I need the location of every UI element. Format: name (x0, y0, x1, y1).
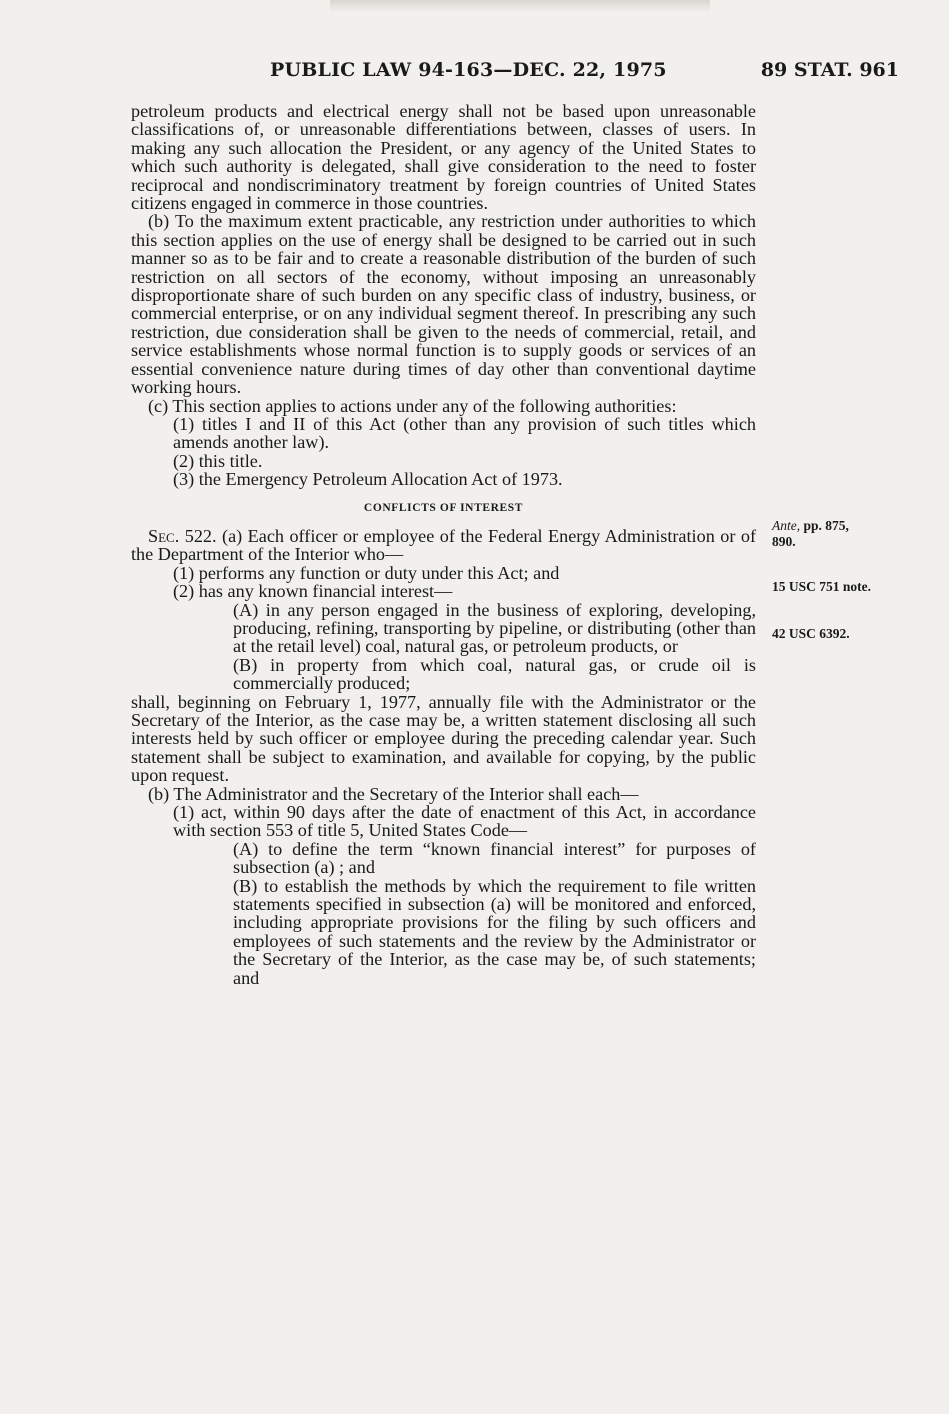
list-item-a2: (2) has any known financial interest— (173, 581, 453, 602)
section-heading: CONFLICTS OF INTEREST (363, 501, 524, 514)
section-522-a-text: (a) Each officer or employee of the Federal Energy Administration or of the Department of the Interior who— (131, 525, 756, 565)
list-item-a1: (1) performs any function or duty under this Act; and (173, 562, 560, 583)
page-header-title: PUBLIC LAW 94-163—DEC. 22, 1975 (270, 59, 667, 81)
section-label: Sec. 522. (148, 525, 217, 546)
list-item-b1B: (B) to establish the methods by which the requirement to file written statements specified in subsection (a) will be monitored and enforced, including appropriate provisions for the filing by such officers and employees of such statements and the review by the Administrator or the Secretary of the Interior, as the case may be, of such statements; and (233, 875, 756, 988)
page-header-stat: 89 STAT. 961 (760, 59, 899, 81)
paragraph-shall: shall, beginning on February 1, 1977, annually file with the Administrator or the Secretary of the Interior, as the case may be, a written statement disclosing all such interests held by such officer or employee during the preceding calendar year. Such statement shall be subject to examination, and available for copying, by the public upon request. (131, 691, 756, 786)
margin-note-ante-word: Ante, (772, 518, 801, 533)
list-item-b1A: (A) to define the term “known financial interest” for purposes of subsection (a) ; and (233, 838, 756, 878)
margin-note-ante-pages: pp. 875, (803, 518, 849, 533)
margin-note-42usc6392: 42 USC 6392. (772, 626, 850, 641)
list-item-a2A: (A) in any person engaged in the business of exploring, developing, producing, refining, transporting by pipeline, or distributing (other than at the retail level) coal, natural gas, or petroleum products, or (233, 599, 756, 657)
paragraph-b2: (b) The Administrator and the Secretary of the Interior shall each— (148, 783, 639, 804)
paragraph-c: (c) This section applies to actions under any of the following authorities: (148, 395, 677, 416)
list-item-a2B: (B) in property from which coal, natural gas, or crude oil is commercially produced; (233, 654, 756, 694)
body-text (131, 102, 756, 987)
paragraph-continuation: petroleum products and electrical energy shall not be based upon unreasonable classifications of, or unreasonable differentiations between, classes of users. In making any such allocation the President, or any agency of the United States to which such authority is delegated, shall give consideration to the need to foster reciprocal and nondiscriminatory treatment by foreign countries of United States citizens engaged in commerce in those countries. (131, 101, 756, 214)
margin-note-ante (772, 518, 849, 550)
margin-note-ante-pages2: 890. (772, 534, 796, 549)
scan-artifact (330, 0, 710, 12)
paragraph-b: (b) To the maximum extent practicable, any restriction under authorities to which this section applies on the use of energy shall be designed to be carried out in such manner so as to be fair and to create a reasonable distribution of the burden of such restriction on all sectors of the economy, without imposing an unreasonably disproportionate share of such burden on any specific class of industry, business, or commercial enterprise, or on any individual segment thereof. In prescribing any such restriction, due consideration shall be given to the needs of commercial, retail, and service establishments whose normal function is to supply goods or services of an essential convenience nature during times of day other than conventional daytime working hours. (131, 211, 756, 398)
list-item-c1: (1) titles I and II of this Act (other than any provision of such titles which amends another law). (173, 413, 756, 453)
list-item-c3: (3) the Emergency Petroleum Allocation Act of 1973. (173, 469, 563, 490)
margin-note-15usc751: 15 USC 751 note. (772, 579, 872, 594)
list-item-c2: (2) this title. (173, 450, 263, 471)
section-522-a (131, 527, 756, 564)
list-item-b1: (1) act, within 90 days after the date of enactment of this Act, in accordance with section 553 of title 5, United States Code— (173, 802, 756, 841)
